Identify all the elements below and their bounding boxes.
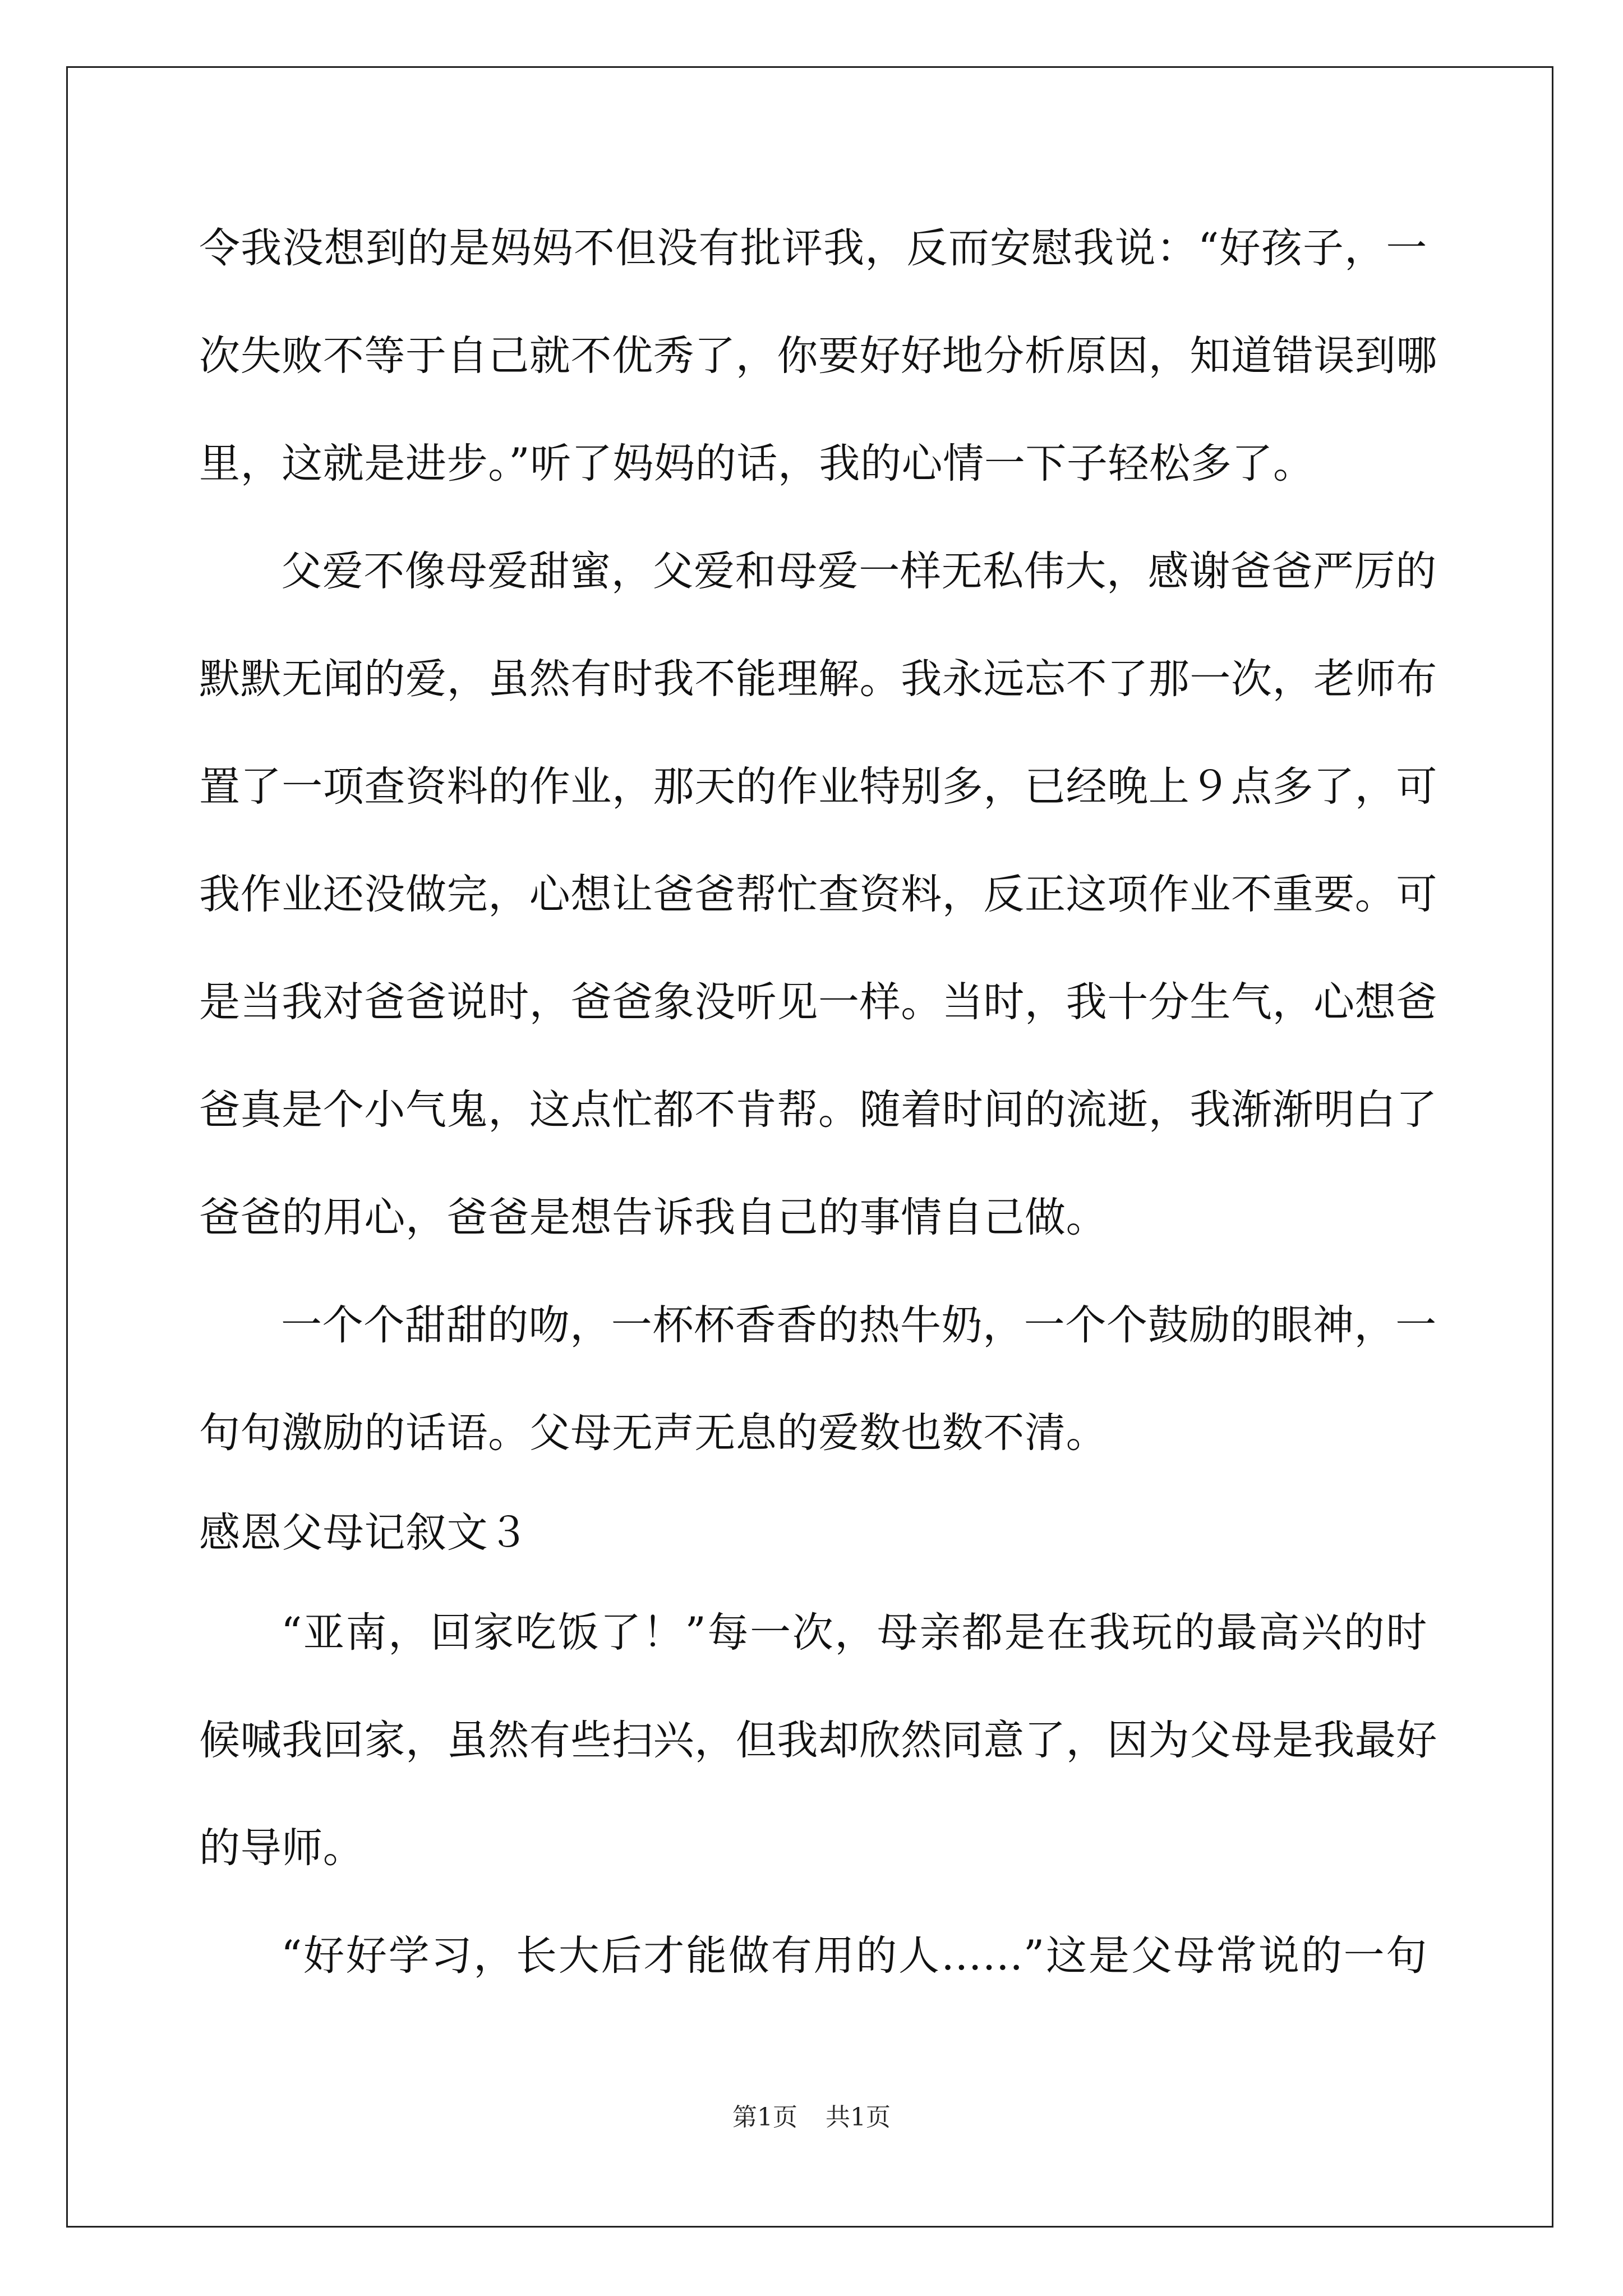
text-line: 的导师。 [199,1824,365,1872]
text-line: “亚南，回家吃饭了！”每一次，母亲都是在我玩的最高兴的时 [281,1609,1427,1657]
text-line: 爸爸的用心，爸爸是想告诉我自己的事情自己做。 [199,1194,1108,1241]
page-footer [0,2101,1623,2134]
text-line: 令我没想到的是妈妈不但没有批评我，反而安慰我说：“好孩子，一 [199,224,1427,272]
text-line: 置了一项查资料的作业，那天的作业特别多，已经晚上９点多了，可 [199,763,1437,811]
text-line: 我作业还没做完，心想让爸爸帮忙查资料，反正这项作业不重要。可 [199,871,1437,918]
text-line: 爸真是个小气鬼，这点忙都不肯帮。随着时间的流逝，我渐渐明白了 [199,1086,1437,1134]
text-line: “好好学习，长大后才能做有用的人……”这是父母常说的一句 [281,1932,1427,1980]
text-line: 是当我对爸爸说时，爸爸象没听见一样。当时，我十分生气，心想爸 [199,978,1437,1026]
text-line: 父爱不像母爱甜蜜，父爱和母爱一样无私伟大，感谢爸爸严厉的 [281,547,1437,595]
page-number-total: 共1页 [826,2103,891,2132]
text-line: 默默无闻的爱，虽然有时我不能理解。我永远忘不了那一次，老师布 [199,655,1437,703]
section-heading: 感恩父母记叙文３ [199,1509,529,1557]
text-line: 里，这就是进步。”听了妈妈的话，我的心情一下子轻松多了。 [199,440,1315,487]
text-line: 次失败不等于自己就不优秀了，你要好好地分析原因，知道错误到哪 [199,332,1437,380]
text-line: 句句激励的话语。父母无声无息的爱数也数不清。 [199,1409,1108,1457]
document-body [199,0,1437,2296]
text-line: 候喊我回家，虽然有些扫兴，但我却欣然同意了，因为父母是我最好 [199,1717,1437,1764]
page-number-current: 第1页 [732,2103,797,2132]
text-line: 一个个甜甜的吻，一杯杯香香的热牛奶，一个个鼓励的眼神，一 [281,1301,1437,1349]
